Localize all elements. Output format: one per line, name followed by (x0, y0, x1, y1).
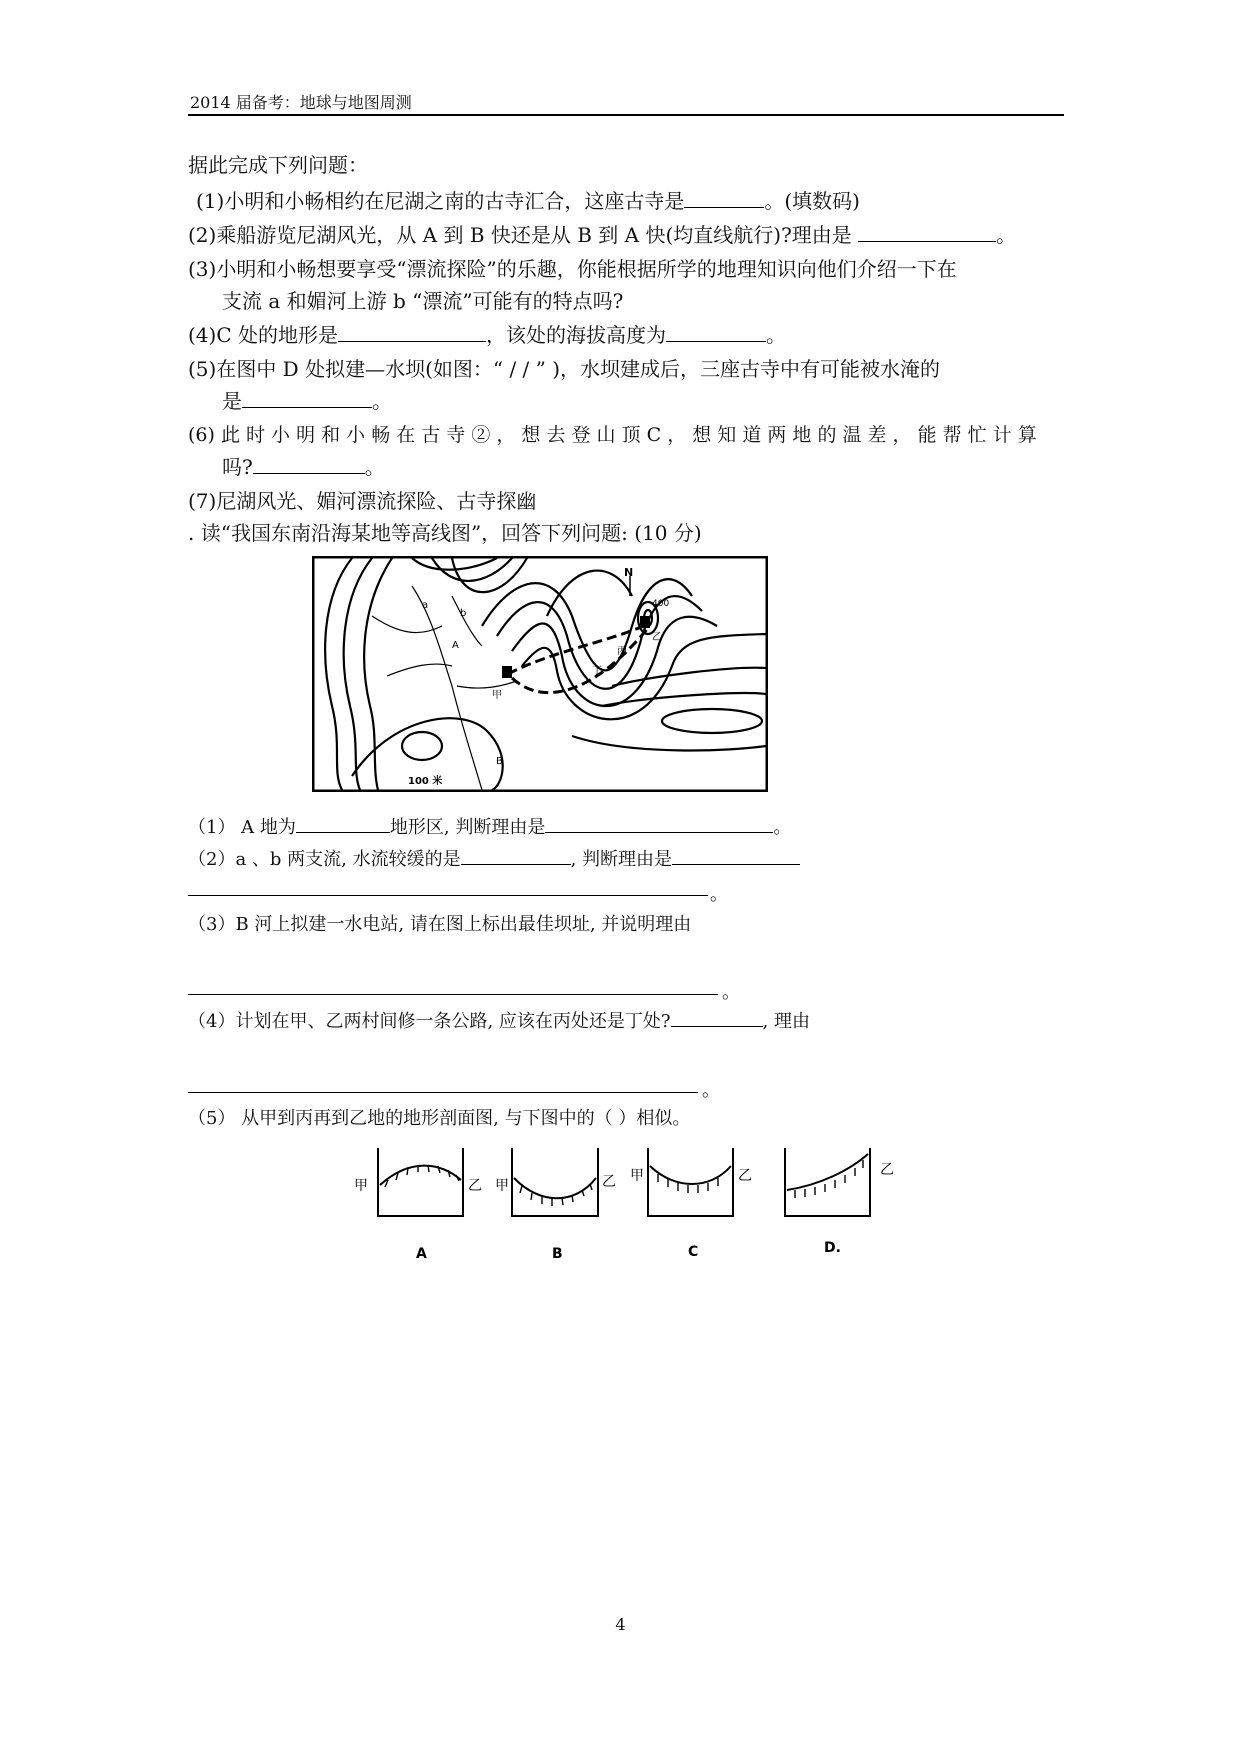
north-label: N (624, 566, 634, 579)
question-3-line-1: (3)小明和小畅想要享受“漂流探险”的乐趣，你能根据所学的地理知识向他们介绍一下在 (188, 257, 957, 281)
question-7: (7)尼湖风光、媚河漂流探险、古寺探幽 (188, 489, 537, 513)
header-divider (188, 114, 1064, 116)
profile-option-B[interactable] (512, 1148, 598, 1216)
profile-C-right-label: 乙 (738, 1168, 752, 1184)
answer-blank[interactable] (684, 187, 764, 208)
profile-C-left-label: 甲 (630, 1168, 644, 1184)
question-1: (1)小明和小畅相约在尼湖之南的古寺汇合，这座古寺是 。(填数码) (196, 189, 860, 213)
label-A: A (452, 640, 459, 651)
profile-option-C[interactable] (648, 1148, 733, 1216)
label-contour-100: 100 米 (408, 776, 443, 787)
label-contour-400: 400 (652, 599, 670, 609)
label-ding: 丁 (592, 666, 602, 677)
answer-blank[interactable] (545, 812, 773, 833)
part2-question-4-end: 。 (702, 1080, 720, 1101)
profile-A-left-label: 甲 (354, 1178, 368, 1194)
answer-blank[interactable] (858, 221, 996, 242)
profile-C-letter: C (688, 1244, 699, 1260)
contour-map (312, 556, 768, 792)
label-bing: 丙 (617, 646, 627, 657)
answer-blank[interactable] (671, 1006, 763, 1027)
label-a: a (422, 600, 429, 611)
profile-D-letter: D. (824, 1240, 841, 1256)
answer-blank[interactable] (461, 844, 571, 865)
part2-question-3: （3）B 河上拟建一水电站, 请在图上标出最佳坝址, 并说明理由 (188, 914, 692, 935)
section-2-title: . 读“我国东南沿海某地等高线图”，回答下列问题: (10 分) (188, 521, 702, 545)
part2-question-3-end: 。 (722, 982, 740, 1003)
label-jia: 甲 (492, 690, 502, 701)
answer-blank[interactable] (296, 812, 390, 833)
answer-blank[interactable] (672, 844, 800, 865)
profile-B-right-label: 乙 (602, 1174, 616, 1190)
part2-question-2-end: 。 (710, 884, 728, 905)
answer-blank[interactable] (242, 387, 372, 408)
answer-line[interactable] (188, 895, 708, 896)
profile-D-right-label: 乙 (880, 1162, 894, 1178)
answer-blank[interactable] (666, 321, 766, 342)
profile-option-A[interactable] (378, 1148, 463, 1216)
profile-A-letter: A (416, 1246, 427, 1262)
page-number: 4 (615, 1615, 626, 1634)
profile-A-right-label: 乙 (468, 1178, 482, 1194)
part2-question-5: （5） 从甲到丙再到乙地的地形剖面图, 与下图中的（ ）相似。 (188, 1108, 691, 1129)
profile-B-left-label: 甲 (495, 1178, 509, 1194)
question-3-line-2: 支流 a 和媚河上游 b “漂流”可能有的特点吗? (222, 289, 624, 313)
question-6-line-2: 吗? 。 (222, 455, 385, 479)
question-2: (2)乘船游览尼湖风光，从 A 到 B 快还是从 B 到 A 快(均直线航行)?理由是 。 (188, 223, 1017, 247)
answer-line[interactable] (188, 1092, 698, 1093)
question-6-line-1: (6) 此 时 小 明 和 小 畅 在 古 寺 ② ， 想 去 登 山 顶 C ， 想 知 道 两 地 的 温 差 ， 能 帮 忙 计 算 (188, 424, 1037, 446)
profile-option-D[interactable] (785, 1148, 870, 1216)
label-yi: 乙 (652, 632, 662, 643)
answer-blank[interactable] (253, 453, 365, 474)
profile-B-letter: B (552, 1246, 563, 1262)
village-yi-marker (640, 616, 650, 628)
intro-text: 据此完成下列问题： (188, 153, 368, 177)
answer-blank[interactable] (338, 321, 486, 342)
answer-line[interactable] (188, 994, 718, 995)
village-jia-marker (502, 666, 512, 678)
part2-question-2: （2）a 、b 两支流, 水流较缓的是 , 判断理由是 (188, 844, 800, 875)
profile-options (340, 1140, 920, 1262)
label-b: b (460, 608, 467, 619)
part2-question-4: （4）计划在甲、乙两村间修一条公路, 应该在丙处还是丁处? , 理由 (188, 1006, 810, 1037)
question-4: (4)C 处的地形是 ，该处的海拔高度为 。 (188, 323, 786, 347)
part2-question-1: （1） A 地为 地形区, 判断理由是 。 (188, 812, 791, 843)
question-5-line-2: 是 。 (222, 389, 392, 413)
label-B: B (496, 756, 503, 767)
header-title: 2014 届备考：地球与地图周测 (190, 93, 412, 112)
question-5-line-1: (5)在图中 D 处拟建—水坝(如图：“ / / ” )，水坝建成后，三座古寺中有可能被水淹的 (188, 357, 941, 381)
